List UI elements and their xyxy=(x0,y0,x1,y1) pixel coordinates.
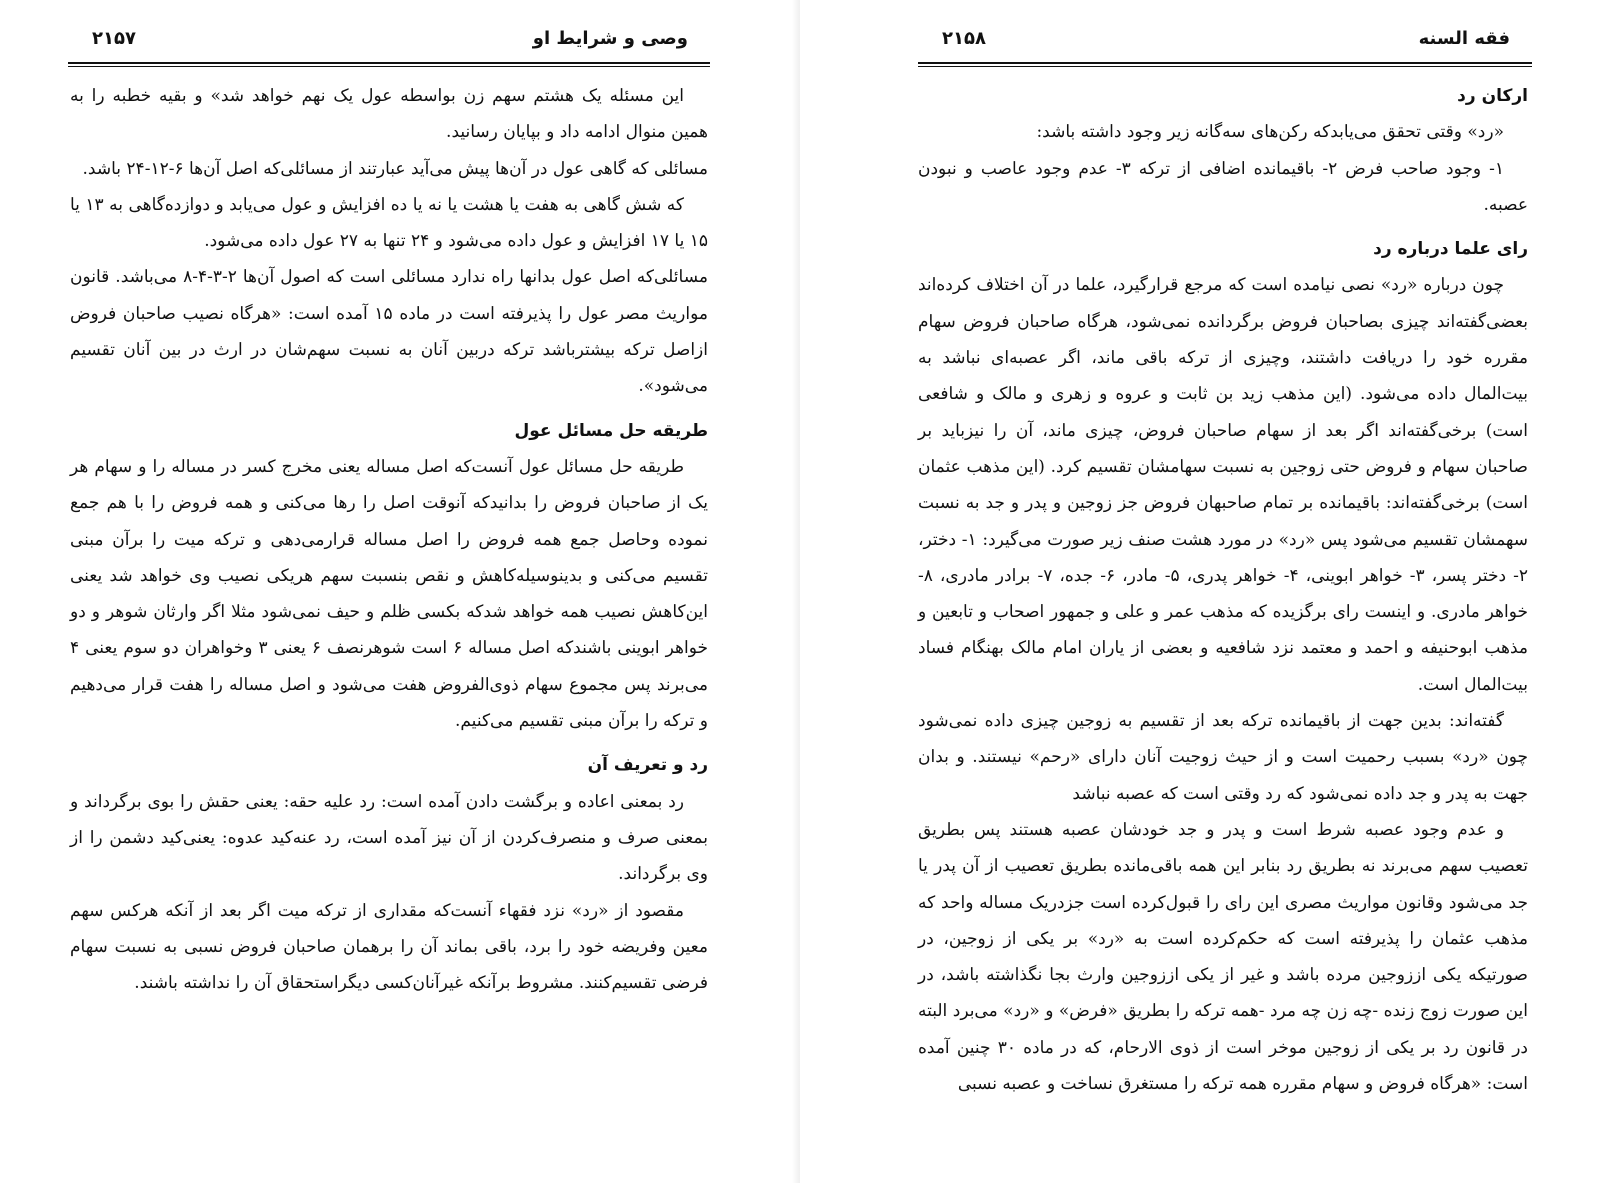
right-pillars-paragraph-2: ۱- وجود صاحب فرض ۲- باقیمانده اضافی از ترکه ۳- عدم وجود عاصب و نبودن عصبه. xyxy=(918,158,1528,215)
right-page xyxy=(800,0,1603,1183)
left-running-title: وصی و شرایط او xyxy=(532,28,688,49)
left-radd-paragraph-1: رد بمعنی اعاده و برگشت دادن آمده است: رد علیه حقه: یعنی حقش را بوی برگرداند و بمعنی صرف و منصرف‌کردن از آن نیز آمده است، رد عنه‌کید عدوه: یعنی‌کید دشمن را از وی برگرداند. xyxy=(70,791,708,885)
left-page-body xyxy=(70,78,708,1001)
right-opinion-paragraph-1: چون درباره «رد» نصی نیامده است که مرجع قرارگیرد، علما در آن اختلاف کرده‌اند بعضی‌گفته‌اند چیزی بصاحبان فروض برگردانده نمی‌شود، هرگاه صاحبان فروض سهام مقرره خود را دریافت داشتند، وچیزی از ترکه باقی ماند، اگر عصبه‌ای نباشد به بیت‌المال داده می‌شود. (این مذهب زید بن ثابت و عروه و زهری و مالک و شافعی است) برخی‌گفته‌اند اگر بعد از سهام صاحبان فروض، چیزی ماند، آن را نیزباید بر صاحبان سهام و فروض حتی زوجین به نسبت سهامشان تقسیم کرد. (این مذهب عثمان است) برخی‌گفته‌اند: باقیمانده بر تمام صاحبهان فروض جز زوجین و پدر و جد به نسبت سهمشان تقسیم می‌شود پس «رد» در مورد هشت صنف زیر صورت می‌گیرد: ۱- دختر، ۲- دختر پسر، ۳- خواهر ابوینی، ۴- خواهر پدری، ۵- مادر، ۶- جده، ۷- برادر مادری، ۸- خواهر مادری. و اینست رای برگزیده که مذهب عمر و علی و جمهور اصحاب و تابعین و مذهب ابوحنیفه و احمد و معتمد نزد شافعیه و بعضی از یاران امام مالک بهنگام فساد بیت‌المال است. xyxy=(918,275,1528,695)
left-heading-awl-solution: طریقه حل مسائل عول xyxy=(514,420,708,441)
left-page-number: ۲۱۵۷ xyxy=(92,28,136,49)
right-pillars-paragraph-1: «رد» وقتی تحقق می‌یابدکه رکن‌های سه‌گانه زیر وجود داشته باشد: xyxy=(1036,122,1504,143)
right-page-header xyxy=(920,24,1532,64)
left-page-header xyxy=(70,24,710,64)
right-heading-radd-pillars: ارکان رد xyxy=(1457,86,1528,106)
right-header-rule xyxy=(918,62,1532,67)
left-heading-radd-definition: رد و تعریف آن xyxy=(587,755,708,776)
left-section-awl-solution: طریقه حل مسائل عول آنست‌که اصل مساله یعنی مخرج کسر در مساله را و سهام هر یک از صاحبان فروض را بدانیدکه آنوقت اصل را رها می‌کنی و همه فروض را با هم جمع نموده وحاصل جمع همه فروض را اصل مساله قرارمی‌دهی و ترکه میت را برآن مبنی تقسیم می‌کنی و بدینوسیله‌کاهش و نقص بنسبت سهم هریکی نصیب وی خواهد شد یعنی این‌کاهش نصیب همه خواهد شدکه بکسی ظلم و حیف نمی‌شود مثلا اگر وارثان شوهر و دو خواهر ابوینی باشندکه اصل مساله ۶ است شوهرنصف ۶ یعنی ۳ وخواهران دو سوم یعنی ۴ می‌برند پس مجموع سهام ذوی‌الفروض هفت می‌شود و اصل مساله را هفت قرار می‌دهیم و ترکه را برآن مبنی تقسیم می‌کنیم. xyxy=(70,456,708,732)
left-page xyxy=(0,0,800,1183)
right-opinion-paragraph-3: و عدم وجود عصبه شرط است و پدر و جد خودشان عصبه هستند پس بطریق تعصیب سهم می‌برند نه بطریق رد بنابر این همه باقی‌مانده بطریق تعصیب از آن پدر یا جد می‌شود وقانون مواریث مصری این رای را قبول‌کرده است جزدریک مساله واحد که مذهب عثمان را پذیرفته است که حکم‌کرده است به «رد» بر یکی از زوجین، در صورتیکه یکی اززوجین مرده باشد و غیر از یکی اززوجین وارث بجا نگذاشته باشد، در این صورت زوج زنده -چه زن چه مرد -همه ترکه را بطریق «فرض» و «رد» می‌برد البته در قانون رد بر یکی از زوجین موخر است از ذوی الارحام، که در ماده ۳۰ چنین آمده است: «هرگاه فروض و سهام مقرره همه ترکه را مستغرق نساخت و عصبه نسبی xyxy=(918,819,1528,1095)
right-page-number: ۲۱۵۸ xyxy=(942,28,986,49)
right-heading-scholars-opinion: رای علما درباره رد xyxy=(1373,239,1528,260)
left-paragraph-2: مسائلی که گاهی عول در آن‌ها پیش می‌آید عبارتند از مسائلی‌که اصل آن‌ها ۶-۱۲-۲۴ باشد. xyxy=(82,158,708,179)
left-paragraph-1: این مسئله یک هشتم سهم زن بواسطه عول یک نهم خواهد شد» و بقیه خطبه را به همین منوال ادامه داد و بپایان رسانید. xyxy=(70,86,708,143)
right-page-body xyxy=(918,78,1528,1102)
left-paragraph-4: مسائلی‌که اصل عول بدانها راه ندارد مسائلی است که اصول آن‌ها ۲-۳-۴-۸ می‌باشد. قانون مواریث مصر عول را پذیرفته است در ماده ۱۵ آمده است: «هرگاه نصیب صاحبان فروض ازاصل ترکه بیشترباشد ترکه دربین آنان به نسبت سهم‌شان در ارث در بین آنان تقسیم می‌شود». xyxy=(70,267,708,397)
right-running-title: فقه السنه xyxy=(1418,28,1510,49)
left-radd-paragraph-2: مقصود از «رد» نزد فقهاء آنست‌که مقداری از ترکه میت اگر بعد از آنکه هرکس سهم معین وفریضه خود را برد، باقی بماند آن را برهمان صاحبان فروض نسبی به نسبت سهام فرضی تقسیم‌کنند. مشروط برآنکه غیرآنان‌کسی دیگراستحقاق آن را نداشته باشند. xyxy=(70,900,708,994)
left-header-rule xyxy=(68,62,710,67)
left-paragraph-3: که شش گاهی به هفت یا هشت یا نه یا ده افزایش و عول می‌یابد و دوازده‌گاهی به ۱۳ یا ۱۵ یا ۱۷ افزایش و عول داده می‌شود و ۲۴ تنها به ۲۷ عول داده می‌شود. xyxy=(70,194,708,252)
right-opinion-paragraph-2: گفته‌اند: بدین جهت از باقیمانده ترکه بعد از تقسیم به زوجین چیزی داده نمی‌شود چون «رد» بسبب رحمیت است و از حیث زوجیت آنان دارای «رحم» نیستند. و بدان جهت به پدر و جد داده نمی‌شود که رد وقتی است که عصبه نباشد xyxy=(918,711,1528,804)
